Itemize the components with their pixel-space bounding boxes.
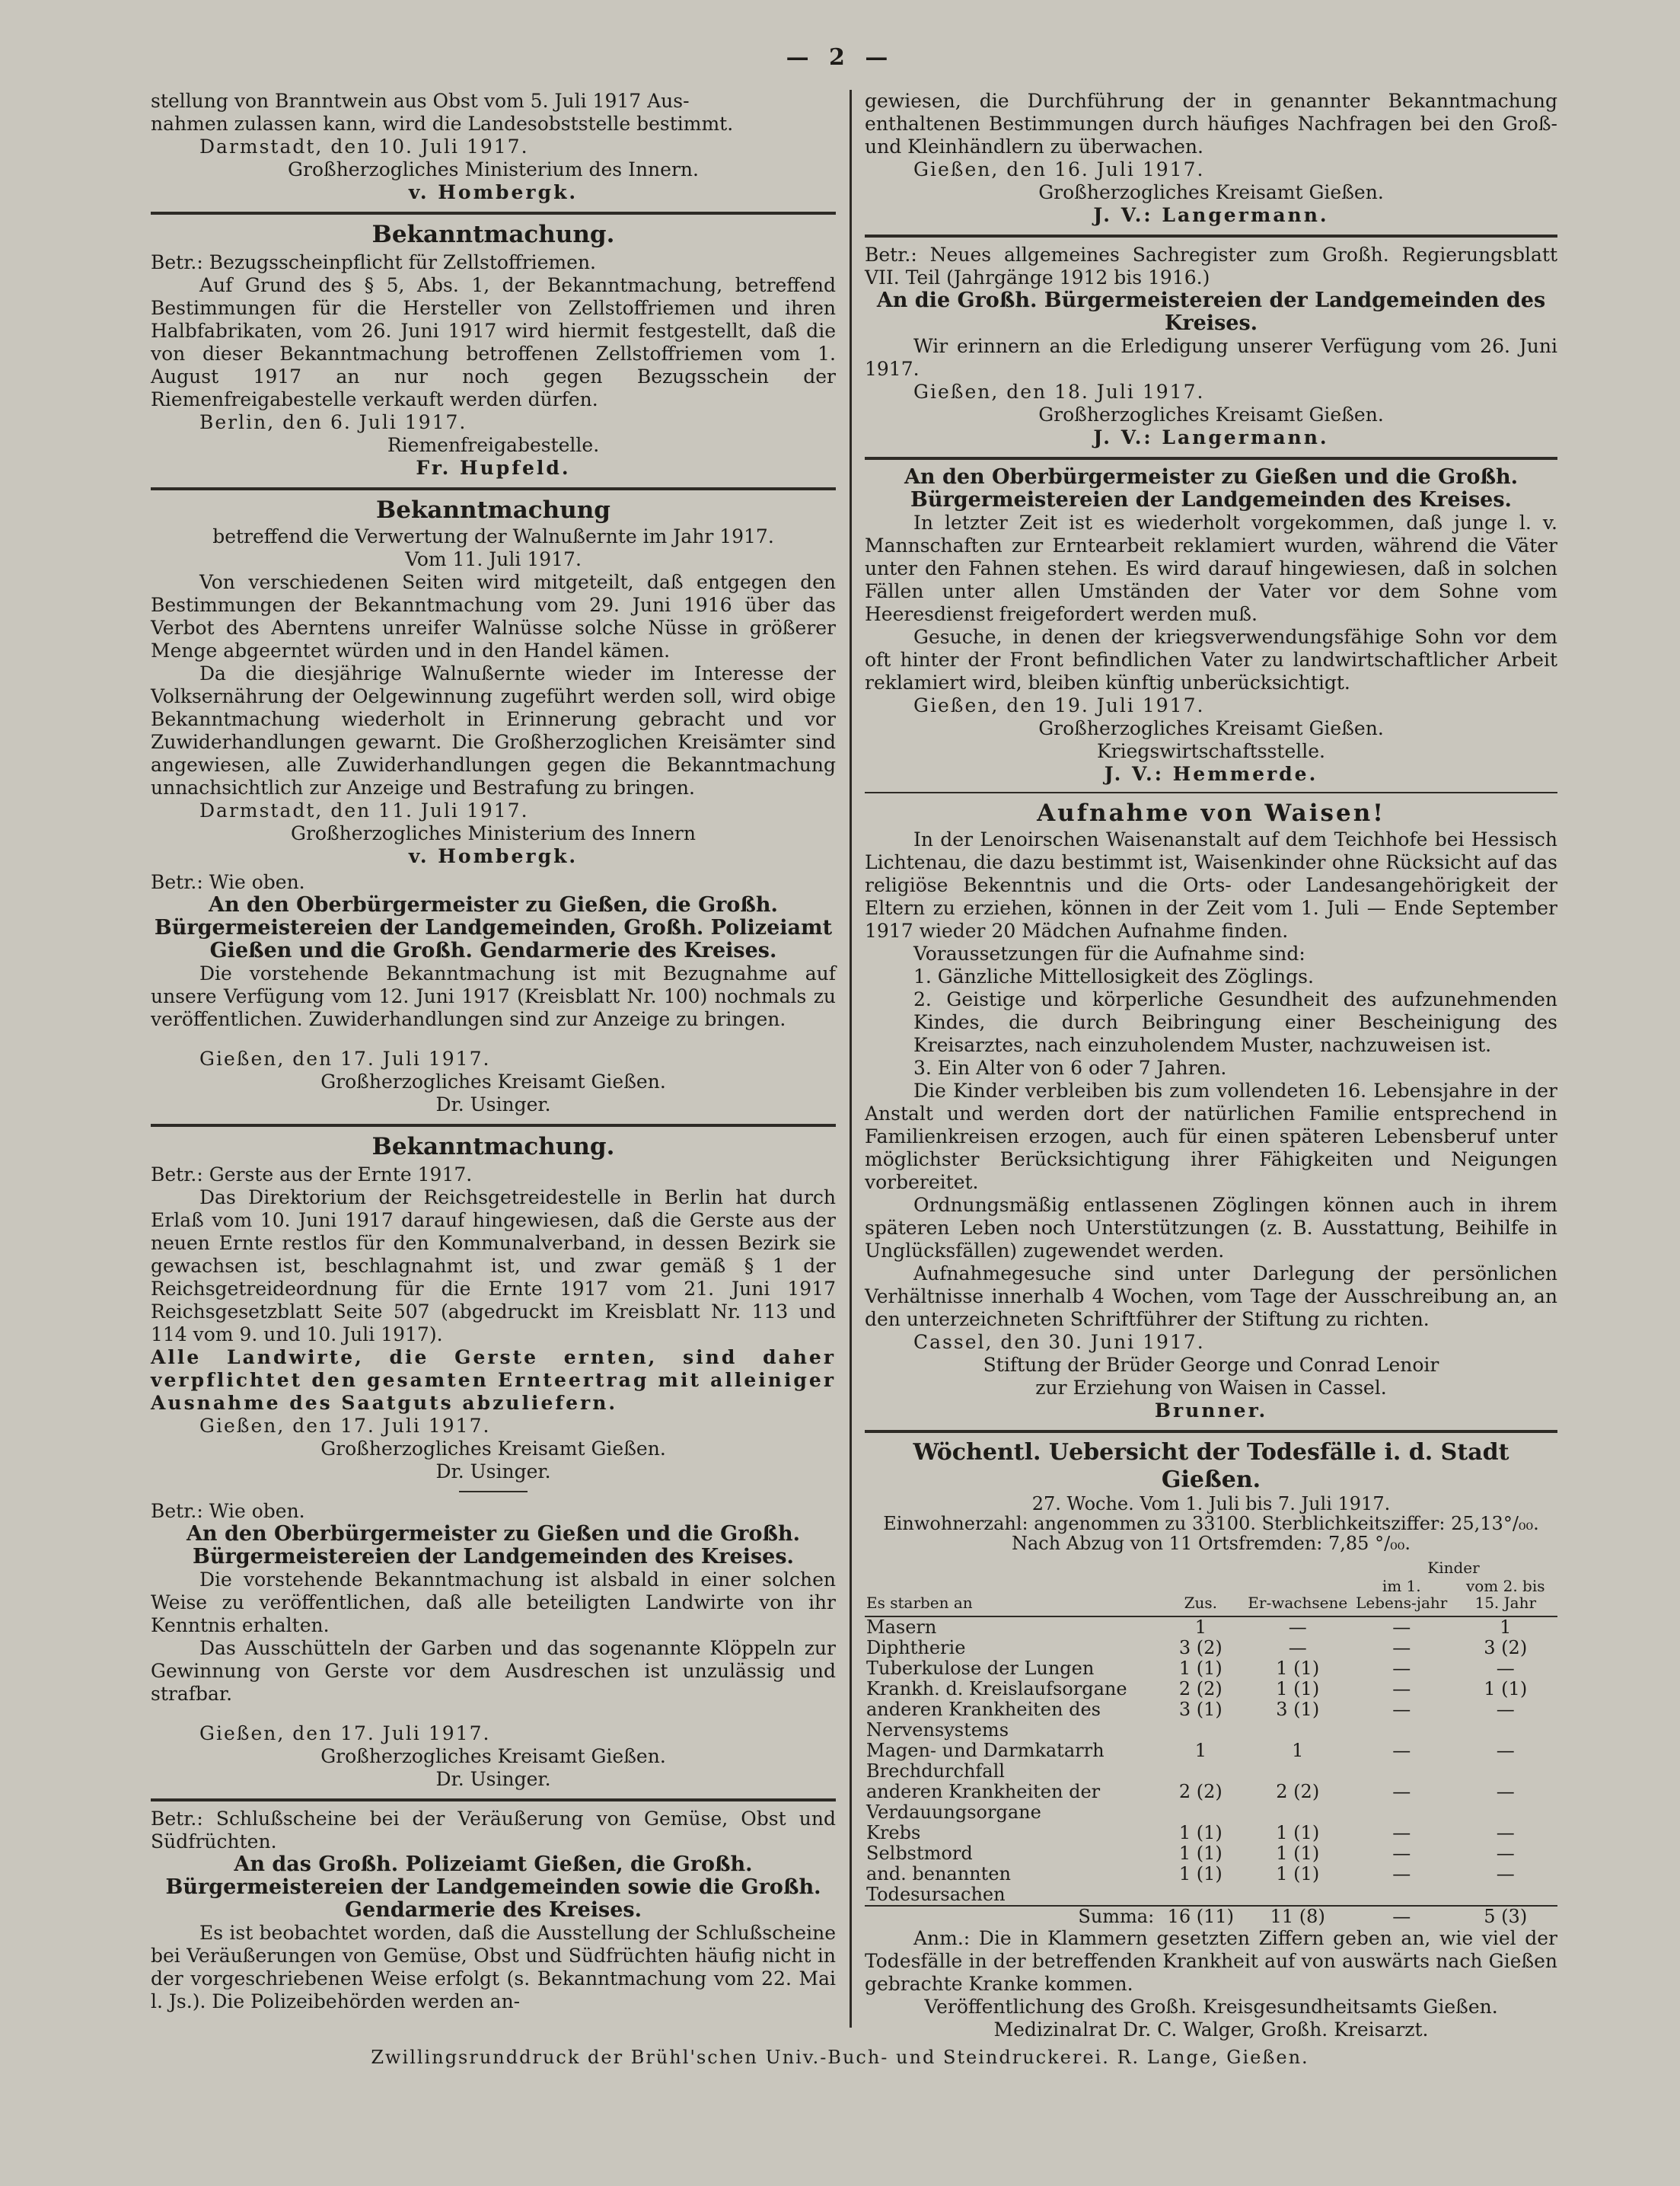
notice8-signer: J. V.: Hemmerde.	[1104, 763, 1318, 785]
cell-value: 1 (1)	[1276, 1822, 1320, 1843]
col-infants: im 1. Lebens-jahr	[1350, 1576, 1454, 1616]
notice5-betr: Betr.: Wie oben.	[151, 1500, 305, 1522]
notice2-signer: v. Hombergk.	[408, 845, 579, 867]
notice6-address: An das Großh. Polizeiamt Gießen, die Großh. Bürgermeistereien der Landgemeinden sowie die Großh. Gendarmerie des Kreises.	[165, 1853, 821, 1922]
notice1-date: Berlin, den 6. Juli 1917.	[199, 411, 467, 433]
cell-value: —	[1392, 1843, 1411, 1864]
notice4-signer: Dr. Usinger.	[435, 1460, 551, 1482]
notice9-para3: Ordnungsmäßig entlassenen Zöglingen können auch in ihrem späteren Leben noch Unterstützungen (z. B. Ausstattung, Beihilfe in Unglücksfällen) zugewendet werden.	[865, 1194, 1557, 1262]
cell-cause: anderen Krankheiten des Nervensystems	[866, 1699, 1101, 1741]
stats-heading: Wöchentl. Uebersicht der Todesfälle i. d. Stadt Gießen.	[913, 1439, 1509, 1493]
cont-signer: J. V.: Langermann.	[1093, 204, 1329, 226]
sum-infants: —	[1350, 1906, 1454, 1927]
notice2-date: Darmstadt, den 11. Juli 1917.	[199, 799, 529, 822]
table-row	[865, 1699, 1557, 1741]
section-rule	[151, 1124, 836, 1127]
notice4-body: Das Direktorium der Reichsgetreidestelle in Berlin hat durch Erlaß vom 10. Juni 1917 darauf hingewiesen, daß die Gerste aus der neuen Ernte restlos für den Kommunalverband, in dessen Bezirk sie gewachsen ist, beschlagnahmt ist, und zwar gemäß § 1 der Reichsgetreideordnung für die Ernte 1917 vom 21. Juni 1917 Reichsgesetzblatt Seite 507 (abgedruckt im Kreisblatt Nr. 113 und 114 vom 9. und 10. Juli 1917).	[151, 1186, 836, 1345]
notice8-para1: In letzter Zeit ist es wiederholt vorgekommen, daß junge l. v. Mannschaften zur Erntearbeit reklamiert wurden, während die Väter unter den Fahnen stehen. Es wird darauf hingewiesen, daß in solchen Fällen unter allen Umständen der Vater vor dem Sohne vom Heeresdienst freigefordert werden muß.	[865, 512, 1557, 625]
cell-cause: Selbstmord	[866, 1843, 973, 1864]
cell-value: 1 (1)	[1276, 1863, 1320, 1884]
cell-cause: anderen Krankheiten der Verdauungsorgane	[866, 1781, 1101, 1823]
cell-value: 1 (1)	[1178, 1658, 1223, 1679]
cell-value: —	[1392, 1678, 1411, 1699]
notice8-office2: Kriegswirtschaftsstelle.	[1096, 740, 1325, 762]
table-body	[865, 1616, 1557, 1906]
cell-value: 1 (1)	[1276, 1658, 1320, 1679]
col-children: Kinder	[1427, 1559, 1480, 1577]
deaths-table	[865, 1558, 1557, 1927]
col-cause: Es starben an	[865, 1558, 1156, 1616]
opening-line-1: stellung von Branntwein aus Obst vom 5. Juli 1917 Aus-	[151, 90, 690, 112]
cell-value: —	[1392, 1863, 1411, 1884]
cell-cause: Krebs	[866, 1822, 921, 1843]
opening-line-2: nahmen zulassen kann, wird die Landesobststelle bestimmt.	[151, 113, 734, 135]
notice9-heading: Aufnahme von Waisen!	[1037, 799, 1385, 827]
notice3-date: Gießen, den 17. Juli 1917.	[199, 1048, 491, 1070]
notice8-para2: Gesuche, in denen der kriegsverwendungsfähige Sohn vor dem oft hinter der Front befindlichen Vater zu landwirtschaftlicher Arbeit reklamiert wird, bleiben künftig unberücksichtigt.	[865, 626, 1557, 694]
opening-date: Darmstadt, den 10. Juli 1917.	[199, 136, 529, 158]
cell-cause: Tuberkulose der Lungen	[866, 1658, 1095, 1679]
notice8-office: Großherzogliches Kreisamt Gießen.	[1038, 717, 1384, 739]
cell-value: —	[1392, 1658, 1411, 1679]
notice5-address: An den Oberbürgermeister zu Gießen und die Großh. Bürgermeistereien der Landgemeinden des Kreises.	[186, 1522, 801, 1568]
notice8-date: Gießen, den 19. Juli 1917.	[913, 694, 1205, 716]
opening-office: Großherzogliches Ministerium des Innern.	[288, 158, 699, 180]
notice2-para2: Da die diesjährige Walnußernte wieder im Interesse der Volksernährung der Oelgewinnung zugeführt werden soll, wird obige Bekanntmachung wiederholt in Erinnerung gebracht und vor Zuwiderhandlungen gewarnt. Die Großherzoglichen Kreisämter sind angewiesen, alle Zuwiderhandlungen gegen die Bekanntmachung unnachsichtlich zur Anzeige und Bestrafung zu bringen.	[151, 662, 836, 799]
cell-value: 1 (1)	[1484, 1678, 1528, 1699]
cell-value: 1 (1)	[1178, 1843, 1223, 1864]
section-rule	[865, 792, 1557, 793]
table-row	[865, 1638, 1557, 1658]
cell-value: —	[1392, 1781, 1411, 1802]
notice5-office: Großherzogliches Kreisamt Gießen.	[320, 1745, 666, 1767]
right-column	[865, 90, 1557, 2041]
cont-date: Gießen, den 16. Juli 1917.	[913, 158, 1205, 180]
cell-value: —	[1496, 1822, 1515, 1843]
notice7-address: An die Großh. Bürgermeistereien der Landgemeinden des Kreises.	[876, 289, 1546, 335]
notice9-date: Cassel, den 30. Juni 1917.	[913, 1331, 1205, 1353]
notice4-emphasis: Alle Landwirte, die Gerste ernten, sind daher verpflichtet den gesamten Ernteertrag mit alleiniger Ausnahme des Saatguts abzuliefern.	[151, 1346, 836, 1414]
cell-value: 3 (1)	[1178, 1699, 1223, 1720]
cell-cause: Magen- und Darmkatarrh Brechdurchfall	[866, 1740, 1105, 1782]
stats-signer: Medizinalrat Dr. C. Walger, Großh. Kreisarzt.	[993, 2018, 1429, 2041]
notice9-item-2: 2. Geistige und körperliche Gesundheit des aufzunehmenden Kindes, die durch Beibringung einer Bescheinigung des Kreisarztes, nach einzuholendem Muster, nachzuweisen ist.	[913, 988, 1557, 1056]
notice5-date: Gießen, den 17. Juli 1917.	[199, 1722, 491, 1744]
notice9-item-1: 1. Gänzliche Mittellosigkeit des Zöglings.	[913, 965, 1314, 988]
short-rule	[459, 1491, 528, 1492]
sum-adults: 11 (8)	[1245, 1906, 1350, 1927]
cell-value: —	[1496, 1863, 1515, 1884]
cell-value: —	[1392, 1699, 1411, 1720]
column-divider	[850, 90, 852, 2028]
notice9-para4: Aufnahmegesuche sind unter Darlegung der persönlichen Verhältnisse innerhalb 4 Wochen, vom Tage der Ausschreibung an, an den unterzeichneten Schriftführer der Stiftung zu richten.	[865, 1262, 1557, 1330]
cell-value: 1 (1)	[1276, 1843, 1320, 1864]
cell-cause: Diphtherie	[866, 1637, 966, 1658]
sum-label: Summa:	[865, 1906, 1156, 1927]
notice2-para1: Von verschiedenen Seiten wird mitgeteilt, daß entgegen den Bestimmungen der Bekanntmachung vom 29. Juni 1916 über das Verbot des Aberntens unreifer Walnüsse solche Nüsse in größerer Menge abgeerntet würden und in den Handel kämen.	[151, 571, 836, 662]
cell-value: —	[1496, 1843, 1515, 1864]
table-row	[865, 1864, 1557, 1906]
section-rule	[865, 1430, 1557, 1433]
table-row	[865, 1658, 1557, 1679]
notice1-body: Auf Grund des § 5, Abs. 1, der Bekanntmachung, betreffend Bestimmungen für die Hersteller von Zellstoffriemen und ihren Halbfabrikaten, vom 26. Juni 1917 wird hiermit festgestellt, daß die von dieser Bekanntmachung betroffenen Zellstoffriemen vom 1. August 1917 an nur noch gegen Bezugsschein der Riemenfreigabestelle verkauft werden dürfen.	[151, 274, 836, 410]
cell-value: —	[1496, 1658, 1515, 1679]
notice6-betr: Betr.: Schlußscheine bei der Veräußerung von Gemüse, Obst und Südfrüchten.	[151, 1808, 836, 1853]
section-rule	[151, 487, 836, 490]
notice7-betr: Betr.: Neues allgemeines Sachregister zum Großh. Regierungsblatt VII. Teil (Jahrgänge 1912 bis 1916.)	[865, 244, 1557, 289]
cell-value: —	[1392, 1616, 1411, 1638]
notice7-body: Wir erinnern an die Erledigung unserer Verfügung vom 26. Juni 1917.	[865, 335, 1557, 380]
stats-note: Anm.: Die in Klammern gesetzten Ziffern geben an, wie viel der Todesfälle in der betreffenden Krankheit auf von auswärts nach Gießen gebrachte Kranke kommen.	[865, 1927, 1557, 1995]
notice3-betr: Betr.: Wie oben.	[151, 871, 305, 893]
cell-cause: Masern	[866, 1616, 937, 1638]
cell-value: 2 (2)	[1178, 1678, 1223, 1699]
notice2-office: Großherzogliches Ministerium des Innern	[291, 822, 696, 844]
cont-body: gewiesen, die Durchführung der in genannter Bekanntmachung enthaltenen Bestimmungen durch häufiges Nachfragen bei den Groß- und Kleinhändlern zu überwachen.	[865, 90, 1557, 158]
table-row	[865, 1741, 1557, 1782]
page-number: — 2 —	[786, 44, 894, 71]
notice9-para2: Die Kinder verbleiben bis zum vollendeten 16. Lebensjahre in der Anstalt und werden dort der natürlichen Familie entsprechend in Familienkreisen erzogen, auch für einen späteren Lebensberuf unter möglichster Berücksichtigung ihrer Fähigkeiten und Neigungen vorbereitet.	[865, 1080, 1557, 1193]
section-rule	[865, 235, 1557, 238]
cell-value: 1 (1)	[1276, 1678, 1320, 1699]
notice3-body: Die vorstehende Bekanntmachung ist mit Bezugnahme auf unsere Verfügung vom 12. Juni 1917 (Kreisblatt Nr. 100) nochmals zu veröffentlichen. Zuwiderhandlungen sind zur Anzeige zu bringen.	[151, 962, 836, 1030]
cell-value: 1	[1194, 1616, 1207, 1638]
cont-office: Großherzogliches Kreisamt Gießen.	[1038, 181, 1384, 203]
stats-source: Veröffentlichung des Großh. Kreisgesundheitsamts Gießen.	[924, 1996, 1498, 2018]
cell-value: 1	[1194, 1740, 1207, 1761]
cell-value: —	[1392, 1740, 1411, 1761]
notice1-heading: Bekanntmachung.	[371, 221, 615, 248]
section-rule	[151, 1798, 836, 1801]
cell-value: 1 (1)	[1178, 1863, 1223, 1884]
cell-value: 1	[1500, 1616, 1512, 1638]
notice4-date: Gießen, den 17. Juli 1917.	[199, 1415, 491, 1437]
col-total: Zus.	[1156, 1558, 1245, 1616]
notice9-signer: Brunner.	[1154, 1399, 1268, 1422]
cell-value: 2 (2)	[1276, 1781, 1320, 1802]
notice2-subheading: betreffend die Verwertung der Walnußernte im Jahr 1917.	[212, 525, 774, 547]
notice3-office: Großherzogliches Kreisamt Gießen.	[320, 1071, 666, 1093]
notice9-item-3: 3. Ein Alter von 6 oder 7 Jahren.	[913, 1057, 1227, 1079]
printer-footer: Zwillingsrunddruck der Brühl'schen Univ.-Buch- und Steindruckerei. R. Lange, Gießen.	[371, 2047, 1309, 2068]
table-header-row	[865, 1558, 1557, 1576]
notice9-para1: In der Lenoirschen Waisenanstalt auf dem Teichhofe bei Hessisch Lichtenau, die dazu bestimmt ist, Waisenkinder ohne Rücksicht auf das religiöse Bekenntnis und die Orts- oder Landesangehörigkeit der Eltern zu erziehen, können in der Zeit vom 1. Juli — Ende September 1917 wieder 20 Mädchen Aufnahme finden.	[865, 828, 1557, 942]
table-row	[865, 1782, 1557, 1823]
stats-population-2: Nach Abzug von 11 Ortsfremden: 7,85 °/₀₀.	[1011, 1533, 1411, 1554]
notice4-betr: Betr.: Gerste aus der Ernte 1917.	[151, 1163, 473, 1186]
notice3-signer: Dr. Usinger.	[435, 1093, 551, 1115]
notice6-body: Es ist beobachtet worden, daß die Ausstellung der Schlußscheine bei Veräußerungen von Gemüse, Obst und Südfrüchten häufig nicht in der vorgeschriebenen Weise erfolgt (s. Bekanntmachung vom 22. Mai l. Js.). Die Polizeibehörden werden an-	[151, 1922, 836, 2012]
notice5-para2: Das Ausschütteln der Garben und das sogenannte Klöppeln zur Gewinnung von Gerste vor dem Ausdreschen ist unzulässig und strafbar.	[151, 1637, 836, 1705]
notice1-office: Riemenfreigabestelle.	[387, 434, 600, 456]
cell-value: 3 (2)	[1178, 1637, 1223, 1658]
cell-value: 3 (1)	[1276, 1699, 1320, 1720]
cell-value: —	[1392, 1822, 1411, 1843]
sum-total: 16 (11)	[1156, 1906, 1245, 1927]
table-sum-row	[865, 1906, 1557, 1927]
notice9-prereq: Voraussetzungen für die Aufnahme sind:	[913, 943, 1305, 965]
left-column	[151, 90, 836, 2013]
notice4-office: Großherzogliches Kreisamt Gießen.	[320, 1438, 666, 1460]
notice9-office2: zur Erziehung von Waisen in Cassel.	[1035, 1377, 1387, 1399]
opening-signer: v. Hombergk.	[408, 181, 579, 203]
stats-population: Einwohnerzahl: angenommen zu 33100. Sterblichkeitsziffer: 25,13°/₀₀.	[883, 1513, 1539, 1534]
cell-value: 3 (2)	[1484, 1637, 1528, 1658]
notice3-address: An den Oberbürgermeister zu Gießen, die Großh. Bürgermeistereien der Landgemeinden, Großh. Polizeiamt Gießen und die Großh. Gendarmerie des Kreises.	[154, 893, 833, 962]
sum-older: 5 (3)	[1453, 1906, 1557, 1927]
cell-value: 1 (1)	[1178, 1822, 1223, 1843]
stats-week: 27. Woche. Vom 1. Juli bis 7. Juli 1917.	[1031, 1493, 1391, 1514]
table-row	[865, 1823, 1557, 1843]
notice2-heading: Bekanntmachung	[376, 496, 610, 524]
notice7-signer: J. V.: Langermann.	[1093, 426, 1329, 448]
cell-value: —	[1496, 1740, 1515, 1761]
section-rule	[865, 457, 1557, 460]
table-row	[865, 1616, 1557, 1638]
cell-value: —	[1288, 1616, 1307, 1638]
cell-value: 1	[1292, 1740, 1304, 1761]
notice2-dated: Vom 11. Juli 1917.	[405, 548, 582, 570]
table-row	[865, 1679, 1557, 1699]
notice8-address: An den Oberbürgermeister zu Gießen und die Großh. Bürgermeistereien der Landgemeinden des Kreises.	[904, 465, 1519, 512]
cell-value: —	[1496, 1781, 1515, 1802]
col-older: vom 2. bis 15. Jahr	[1453, 1576, 1557, 1616]
cell-value: —	[1392, 1637, 1411, 1658]
cell-value: —	[1496, 1699, 1515, 1720]
cell-value: —	[1288, 1637, 1307, 1658]
notice7-office: Großherzogliches Kreisamt Gießen.	[1038, 404, 1384, 426]
notice5-para1: Die vorstehende Bekanntmachung ist alsbald in einer solchen Weise zu veröffentlichen, daß alle beteiligten Landwirte von ihr Kenntnis erhalten.	[151, 1568, 836, 1636]
notice9-office: Stiftung der Brüder George und Conrad Lenoir	[983, 1354, 1439, 1376]
cell-cause: Krankh. d. Kreislaufsorgane	[866, 1678, 1127, 1699]
col-adults: Er-wachsene	[1245, 1558, 1350, 1616]
notice7-date: Gießen, den 18. Juli 1917.	[913, 381, 1205, 403]
notice5-signer: Dr. Usinger.	[435, 1768, 551, 1790]
cell-value: 2 (2)	[1178, 1781, 1223, 1802]
table-row	[865, 1843, 1557, 1864]
cell-cause: and. benannten Todesursachen	[866, 1863, 1011, 1905]
notice1-signer: Fr. Hupfeld.	[416, 457, 571, 479]
notice1-betr: Betr.: Bezugsscheinpflicht für Zellstoffriemen.	[151, 251, 596, 273]
notice4-heading: Bekanntmachung.	[371, 1133, 615, 1160]
section-rule	[151, 212, 836, 215]
